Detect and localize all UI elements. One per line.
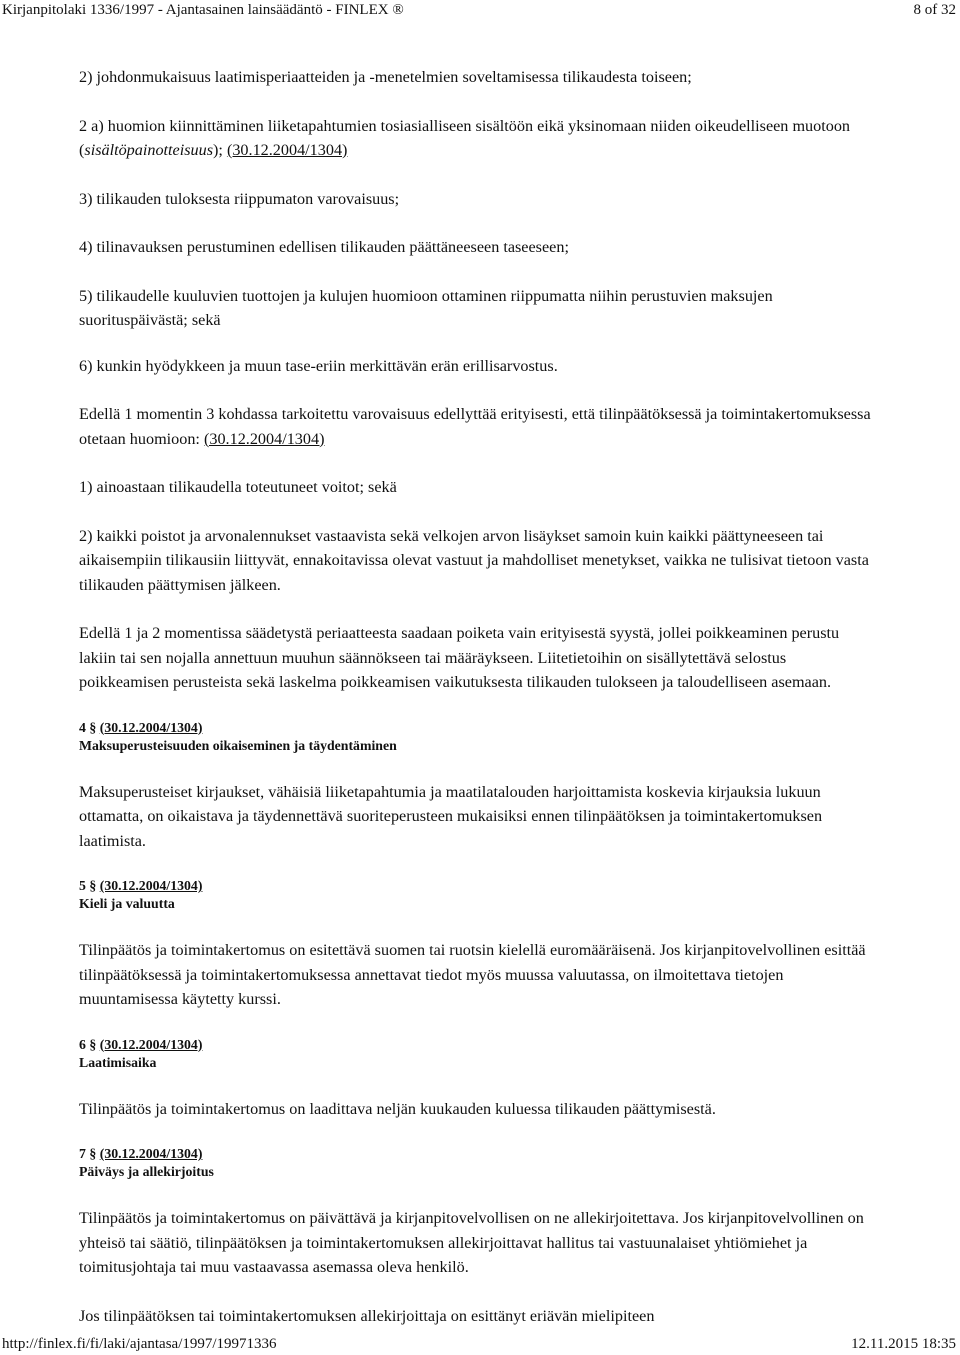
list-item-2a-text: 2 a) huomion kiinnittäminen liiketapahtumien tosiasialliseen sisältöön eikä yksinomaan niiden oikeudelliseen muotoon ( (79, 116, 851, 159)
section-7-text: Tilinpäätös ja toimintakertomus on päivättävä ja kirjanpitovelvollisen on ne allekirjoitettava. Jos kirjanpitovelvollinen on yhteisö tai säätiö, tilinpäätöksen ja toimintakertomuksen allekirjoittavat hallitus tai vastuunalaiset yhtiömiehet ja toimitusjohtaja tai muu vastaavassa asemassa oleva henkilö. (79, 1209, 864, 1276)
paragraph-varovaisuus-text: Edellä 1 momentin 3 kohdassa tarkoitettu varovaisuus edellyttää erityisesti, että tilinpäätöksessä ja toimintakertomuksessa otetaan huomioon: (79, 405, 871, 448)
section-4-text: Maksuperusteiset kirjaukset, vähäisiä liiketapahtumia ja maatilatalouden harjoittamista koskevia kirjauksia lukuun ottamatta, on oikaistava ja täydennettävä suoriteperusteen mukaisiksi ennen tilinpäätöksen ja toimintakertomuksen laatimista. (79, 782, 823, 850)
amendment-link[interactable]: (30.12.2004/1304) (226, 141, 348, 159)
section-title: Maksuperusteisuuden oikaiseminen ja täydentäminen (79, 737, 397, 753)
amendment-link[interactable]: (30.12.2004/1304) (99, 719, 203, 735)
section-number: 7 (79, 1146, 86, 1161)
page-counter: 8 of 32 (913, 2, 956, 18)
section-5-heading (79, 877, 879, 913)
section-4-heading (79, 719, 879, 755)
paragraph-eriava-mielipide: Jos tilinpäätöksen tai toimintakertomuksen allekirjoittaja on esittänyt eriävän mielipiteen (79, 1306, 655, 1325)
section-symbol: § (89, 878, 97, 893)
list-item-4: 4) tilinavauksen perustuminen edellisen tilikauden päättäneeseen taseeseen; (79, 238, 569, 256)
sub-item-1: 1) ainoastaan tilikaudella toteutuneet voitot; sekä (79, 478, 397, 496)
amendment-link[interactable]: (30.12.2004/1304) (99, 1036, 203, 1052)
print-timestamp: 12.11.2015 18:35 (851, 1336, 956, 1352)
section-symbol: § (89, 1036, 97, 1052)
paragraph-varovaisuus (79, 402, 879, 451)
paragraph-poikkeaminen: Edellä 1 ja 2 momentissa säädetystä periaatteesta saadaan poiketa vain erityisestä syystä, jollei poikkeaminen perustu lakiin tai sen nojalla annettuun muuhun säännökseen tai määräykseen. Liitetietoihin on sisällytettävä selostus poikkeamisen perusteista sekä laskelma poikkeamisen vaikutuksesta tilikauden tulokseen ja taloudelliseen asemaan. (79, 624, 840, 691)
list-item-2a (79, 114, 879, 163)
section-title: Päiväys ja allekirjoitus (79, 1164, 214, 1179)
document-title: Kirjanpitolaki 1336/1997 - Ajantasainen lainsäädäntö - FINLEX ® (2, 2, 404, 18)
section-number: 5 (79, 878, 86, 893)
amendment-link[interactable]: (30.12.2004/1304) (203, 429, 325, 448)
amendment-link[interactable]: (30.12.2004/1304) (99, 1146, 203, 1161)
list-item-2: 2) johdonmukaisuus laatimisperiaatteiden ja -menetelmien soveltamisessa tilikaudesta toiseen; (79, 68, 692, 86)
section-6-text: Tilinpäätös ja toimintakertomus on laadittava neljän kuukauden kuluessa tilikauden päättymisestä. (79, 1099, 716, 1118)
print-footer (0, 1334, 960, 1354)
section-7-heading (79, 1145, 879, 1181)
list-item-2a-after: ); (213, 141, 227, 159)
amendment-link[interactable]: (30.12.2004/1304) (99, 878, 203, 893)
list-item-6: 6) kunkin hyödykkeen ja muun tase-eriin merkittävän erän erillisarvostus. (79, 356, 558, 375)
source-url: http://finlex.fi/fi/laki/ajantasa/1997/19971336 (2, 1336, 277, 1352)
list-item-3: 3) tilikauden tuloksesta riippumaton varovaisuus; (79, 189, 400, 208)
list-item-5: 5) tilikaudelle kuuluvien tuottojen ja kulujen huomioon ottaminen riippumatta niihin perustuvien maksujen suorituspäivästä; sekä (79, 286, 773, 329)
list-item-2a-term: sisältöpainotteisuus (84, 141, 214, 159)
print-header (0, 0, 960, 20)
section-symbol: § (89, 719, 97, 735)
section-title: Kieli ja valuutta (79, 896, 175, 911)
section-6-heading (79, 1036, 879, 1072)
section-5-text: Tilinpäätös ja toimintakertomus on esitettävä suomen tai ruotsin kielellä euromääräisenä. Jos kirjanpitovelvollinen esittää tilinpäätöksessä ja toimintakertomuksessa annettavat tiedot myös muussa valuutassa, on ilmoitettava tietojen muuntamisessa käytetty kurssi. (79, 941, 866, 1008)
section-number: 6 (79, 1036, 86, 1052)
law-content (79, 65, 879, 1352)
section-symbol: § (89, 1146, 97, 1161)
section-number: 4 (79, 719, 86, 735)
section-title: Laatimisaika (79, 1054, 157, 1070)
sub-item-2: 2) kaikki poistot ja arvonalennukset vastaavista sekä velkojen arvon lisäykset samoin kuin kaikki päättyneeseen tai aikaisempiin tilikausiin liittyvät, ennakoitavissa olevat vastuut ja mahdolliset menetykset, vaikka ne tulisivat tietoon vasta tilikauden päättymisen jälkeen. (79, 526, 869, 594)
